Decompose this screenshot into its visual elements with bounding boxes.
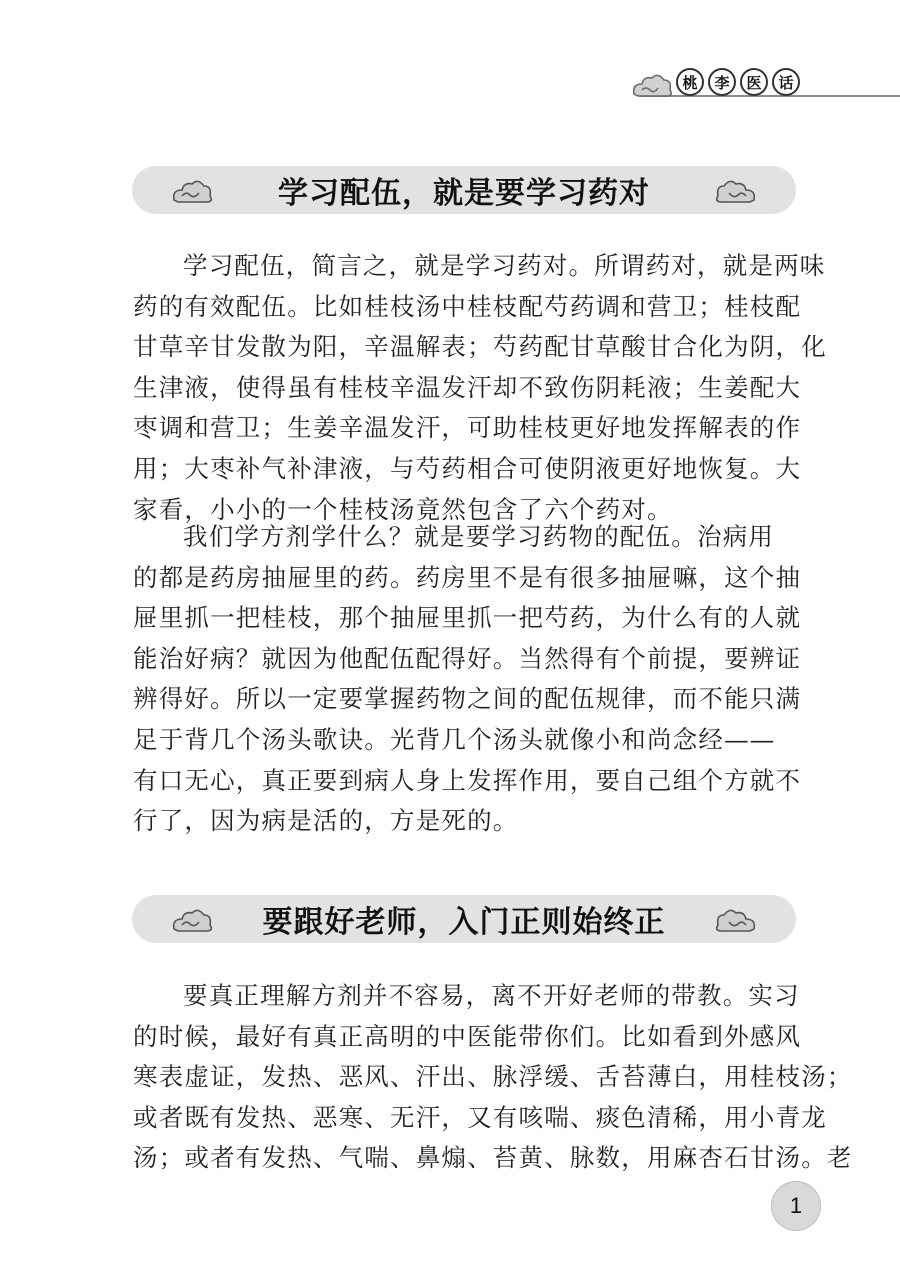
- text-line: 足于背几个汤头歌诀。光背几个汤头就像小和尚念经——: [133, 724, 776, 754]
- text-line: 的时候，最好有真正高明的中医能带你们。比如看到外感风: [133, 1021, 802, 1051]
- header-seal: 话: [772, 68, 800, 96]
- page-number: 1: [771, 1181, 821, 1231]
- body-paragraph: [133, 246, 827, 530]
- header-seal: 医: [740, 68, 768, 96]
- text-line: 能治好病？就因为他配伍配得好。当然得有个前提，要辨证: [133, 643, 802, 673]
- text-line: 寒表虚证，发热、恶风、汗出、脉浮缓、舌苔薄白，用桂枝汤；: [133, 1062, 853, 1092]
- text-line: 枣调和营卫；生姜辛温发汗，可助桂枝更好地发挥解表的作: [133, 413, 802, 443]
- text-line: 家看，小小的一个桂枝汤竟然包含了六个药对。: [133, 494, 673, 524]
- text-line: 的都是药房抽屉里的药。药房里不是有很多抽屉嘛，这个抽: [133, 562, 802, 592]
- text-line: 生津液，使得虽有桂枝辛温发汗却不致伤阴耗液；生姜配大: [133, 372, 802, 402]
- text-line: 要真正理解方剂并不容易，离不开好老师的带教。实习: [183, 981, 800, 1010]
- text-line: 屉里抓一把桂枝，那个抽屉里抓一把芍药，为什么有的人就: [133, 603, 802, 633]
- cloud-ornament-icon: [170, 903, 214, 935]
- cloud-ornament-icon: [714, 903, 758, 935]
- text-line: 行了，因为病是活的，方是死的。: [133, 806, 519, 836]
- cloud-ornament-icon: [170, 174, 214, 206]
- text-line: 学习配伍，简言之，就是学习药对。所谓药对，就是两味: [183, 251, 826, 280]
- text-line: 我们学方剂学什么？就是要学习药物的配伍。治病用: [183, 522, 775, 551]
- text-line: 或者既有发热、恶寒、无汗，又有咳喘、痰色清稀，用小青龙: [133, 1102, 827, 1132]
- cloud-ornament-icon: [714, 174, 758, 206]
- cloud-ornament-icon: [630, 70, 674, 100]
- text-line: 汤；或者有发热、气喘、鼻煽、苔黄、脉数，用麻杏石甘汤。老: [133, 1143, 853, 1173]
- text-line: 药的有效配伍。比如桂枝汤中桂枝配芍药调和营卫；桂枝配: [133, 291, 802, 321]
- body-paragraph: [133, 976, 853, 1179]
- text-line: 用；大枣补气补津液，与芍药相合可使阴液更好地恢复。大: [133, 453, 802, 483]
- section-title: 学习配伍，就是要学习药对: [278, 176, 650, 211]
- text-line: 甘草辛甘发散为阳，辛温解表；芍药配甘草酸甘合化为阴，化: [133, 332, 827, 362]
- running-header: [676, 68, 800, 96]
- text-line: 有口无心，真正要到病人身上发挥作用，要自己组个方就不: [133, 765, 802, 795]
- header-seal: 李: [708, 68, 736, 96]
- section-heading-bar: [132, 895, 796, 943]
- header-seal: 桃: [676, 68, 704, 96]
- section-title: 要跟好老师，入门正则始终正: [262, 905, 666, 940]
- section-heading-bar: [132, 166, 796, 214]
- body-paragraph: [133, 517, 801, 842]
- text-line: 辨得好。所以一定要掌握药物之间的配伍规律，而不能只满: [133, 684, 802, 714]
